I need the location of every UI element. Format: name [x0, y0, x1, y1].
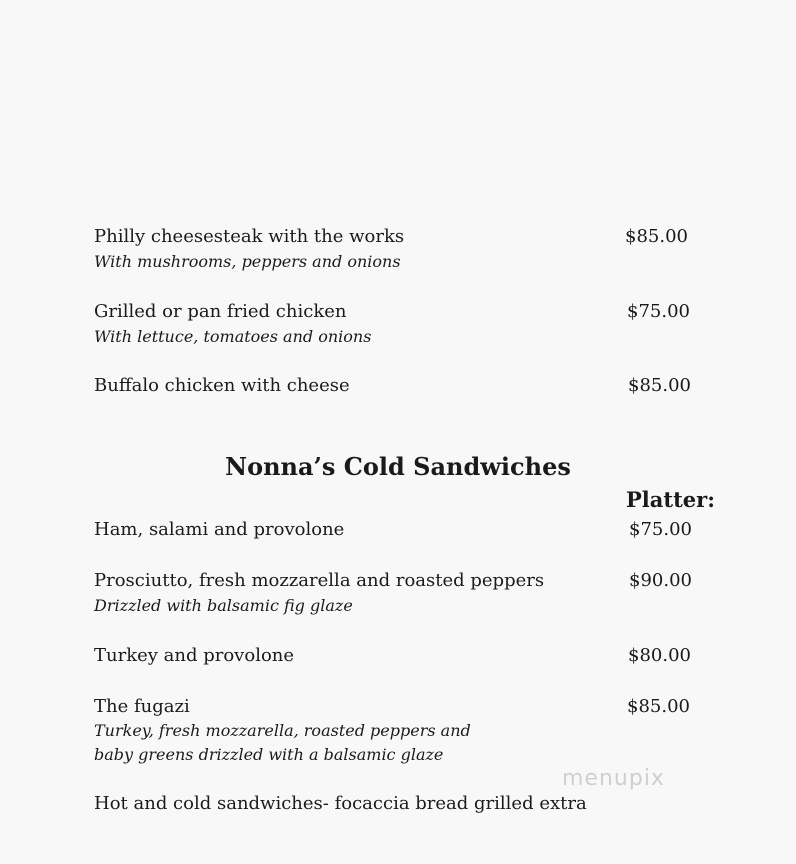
footer-note: Hot and cold sandwiches- focaccia bread grilled extra — [94, 793, 587, 814]
menu-item-price: $85.00 — [625, 226, 688, 247]
menu-item-description: baby greens drizzled with a balsamic glaze — [94, 745, 444, 764]
menu-item-name: The fugazi — [94, 696, 190, 717]
menu-item-price: $90.00 — [629, 570, 692, 591]
menu-item-price: $85.00 — [628, 375, 691, 396]
menu-item-description: Turkey, fresh mozzarella, roasted peppers and — [94, 721, 471, 740]
menu-item-name: Turkey and provolone — [94, 645, 295, 666]
menu-item-name: Philly cheesesteak with the works — [94, 226, 405, 247]
menu-item-price: $75.00 — [627, 301, 690, 322]
menu-item-name: Ham, salami and provolone — [94, 519, 345, 540]
menu-item-description: Drizzled with balsamic fig glaze — [94, 596, 353, 615]
menu-item-name: Grilled or pan fried chicken — [94, 301, 347, 322]
platter-column-label: Platter: — [626, 487, 715, 512]
menu-item-price: $80.00 — [628, 645, 691, 666]
menu-item-price: $85.00 — [627, 696, 690, 717]
menu-item-name: Buffalo chicken with cheese — [94, 375, 350, 396]
section-title: Nonna’s Cold Sandwiches — [225, 452, 571, 481]
watermark: menupix — [562, 766, 665, 791]
menu-item-description: With lettuce, tomatoes and onions — [94, 327, 372, 346]
menu-item-name: Prosciutto, fresh mozzarella and roasted peppers — [94, 570, 545, 591]
menu-item-price: $75.00 — [629, 519, 692, 540]
menu-item-description: With mushrooms, peppers and onions — [94, 252, 401, 271]
